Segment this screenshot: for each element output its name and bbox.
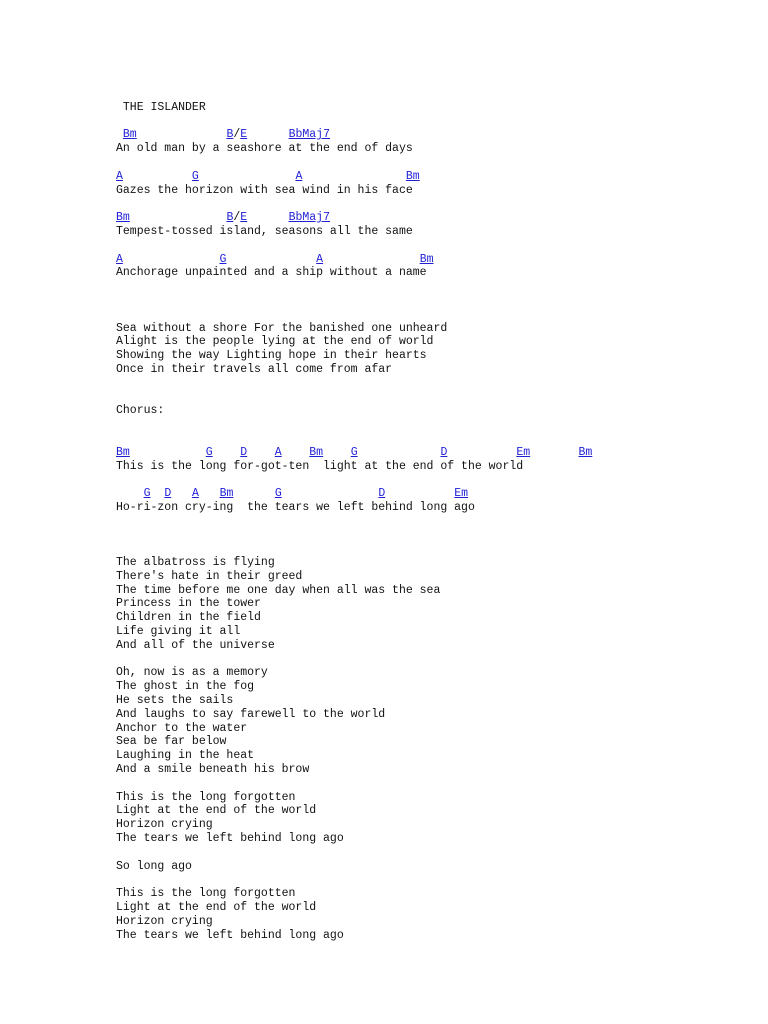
lyric-line: Horizon crying — [116, 914, 213, 928]
blank-line — [116, 846, 756, 860]
chord-link[interactable]: A — [116, 169, 123, 183]
chord-link[interactable]: G — [143, 487, 151, 501]
chord-link[interactable]: BbMaj7 — [288, 128, 330, 142]
lyric-line: He sets the sails — [116, 694, 234, 708]
lyric-line: Oh, now is as a memory — [116, 666, 268, 680]
blank-line — [116, 873, 756, 887]
blank-line — [116, 377, 756, 391]
lyric-line: The ghost in the fog — [116, 680, 255, 694]
chord-link[interactable]: B — [226, 128, 234, 142]
blank-line — [116, 156, 756, 170]
chord-link[interactable]: Bm — [219, 487, 234, 501]
chord-link[interactable]: Bm — [116, 445, 130, 459]
lyric-line: Gazes the horizon with sea wind in his face — [116, 183, 413, 197]
lyric-line: This is the long forgotten — [116, 887, 296, 901]
chord-link[interactable]: G — [219, 252, 227, 266]
blank-line — [116, 777, 756, 791]
chord-sheet — [116, 87, 756, 942]
chord-link[interactable]: Bm — [405, 169, 420, 183]
lyric-line: This is the long for-got-ten light at the end of the world — [116, 459, 524, 473]
lyric-line: There's hate in their greed — [116, 569, 303, 583]
blank-line — [116, 542, 756, 556]
blank-line — [116, 515, 756, 529]
blank-line — [116, 197, 756, 211]
lyric-line: The tears we left behind long ago — [116, 928, 344, 942]
blank-line — [116, 391, 756, 405]
chord-link[interactable]: A — [316, 252, 324, 266]
chord-line — [116, 446, 756, 460]
blank-line — [116, 280, 756, 294]
chord-link[interactable]: Bm — [116, 211, 130, 225]
chord-line — [116, 170, 756, 184]
chord-link[interactable]: G — [205, 445, 213, 459]
lyric-line: Light at the end of the world — [116, 901, 317, 915]
blank-line — [116, 473, 756, 487]
lyric-line: And a smile beneath his brow — [116, 763, 310, 777]
lyric-line: Ho-ri-zon cry-ing the tears we left behind long ago — [116, 500, 475, 514]
lyric-line: Light at the end of the world — [116, 804, 317, 818]
lyric-line: The time before me one day when all was the sea — [116, 583, 441, 597]
lyric-line: So long ago — [116, 859, 192, 873]
chord-link[interactable]: A — [116, 252, 123, 266]
chord-link[interactable]: Bm — [419, 252, 434, 266]
lyric-line: Sea without a shore For the banished one unheard — [116, 321, 448, 335]
lyric-line: Anchor to the water — [116, 721, 248, 735]
chord-line — [116, 487, 756, 501]
chord-link[interactable]: D — [164, 487, 172, 501]
blank-line — [116, 115, 756, 129]
chord-link[interactable]: Em — [516, 445, 531, 459]
chord-link[interactable]: G — [274, 487, 282, 501]
chord-link[interactable]: B — [226, 211, 234, 225]
song-title: THE ISLANDER — [116, 100, 206, 114]
lyric-line: Alight is the people lying at the end of world — [116, 335, 434, 349]
chord-link[interactable]: E — [240, 128, 248, 142]
lyric-line: The albatross is flying — [116, 556, 275, 570]
chord-link[interactable]: A — [191, 487, 199, 501]
chord-link[interactable]: Bm — [578, 445, 593, 459]
chord-link[interactable]: D — [440, 445, 448, 459]
blank-line — [116, 529, 756, 543]
chord-link[interactable]: Bm — [122, 128, 137, 142]
lyric-line: This is the long forgotten — [116, 790, 296, 804]
lyric-line: Sea be far below — [116, 735, 227, 749]
lyric-line: Horizon crying — [116, 818, 213, 832]
lyric-line: And laughs to say farewell to the world — [116, 707, 386, 721]
lyric-line: Showing the way Lighting hope in their hearts — [116, 349, 427, 363]
lyric-line: The tears we left behind long ago — [116, 832, 344, 846]
lyric-line: Laughing in the heat — [116, 749, 255, 763]
blank-line — [116, 418, 756, 432]
chord-line — [116, 128, 756, 142]
chord-link[interactable]: A — [274, 445, 282, 459]
chord-link[interactable]: G — [191, 169, 199, 183]
blank-line — [116, 308, 756, 322]
chord-link[interactable]: E — [240, 211, 248, 225]
chord-link[interactable]: D — [378, 487, 386, 501]
blank-line — [116, 87, 756, 101]
chord-separator: / — [233, 211, 241, 225]
chord-link[interactable]: D — [240, 445, 248, 459]
lyric-line: Princess in the tower — [116, 597, 261, 611]
lyric-line: Anchorage unpainted and a ship without a name — [116, 266, 427, 280]
lyric-line: Chorus: — [116, 404, 165, 418]
chord-link[interactable]: G — [350, 445, 358, 459]
chord-link[interactable]: Em — [454, 487, 469, 501]
blank-line — [116, 239, 756, 253]
chord-line — [116, 253, 756, 267]
lyric-line: Children in the field — [116, 611, 261, 625]
lyric-line: Tempest-tossed island, seasons all the same — [116, 224, 413, 238]
lyric-line: An old man by a seashore at the end of days — [116, 142, 413, 156]
lyric-line: Life giving it all — [116, 625, 241, 639]
blank-line — [116, 653, 756, 667]
chord-link[interactable]: BbMaj7 — [288, 211, 330, 225]
blank-line — [116, 294, 756, 308]
chord-link[interactable]: A — [295, 169, 303, 183]
lyric-line: And all of the universe — [116, 638, 275, 652]
chord-line — [116, 211, 756, 225]
blank-line — [116, 432, 756, 446]
lyric-line: Once in their travels all come from afar — [116, 362, 393, 376]
chord-separator: / — [233, 128, 241, 142]
chord-link[interactable]: Bm — [309, 445, 324, 459]
